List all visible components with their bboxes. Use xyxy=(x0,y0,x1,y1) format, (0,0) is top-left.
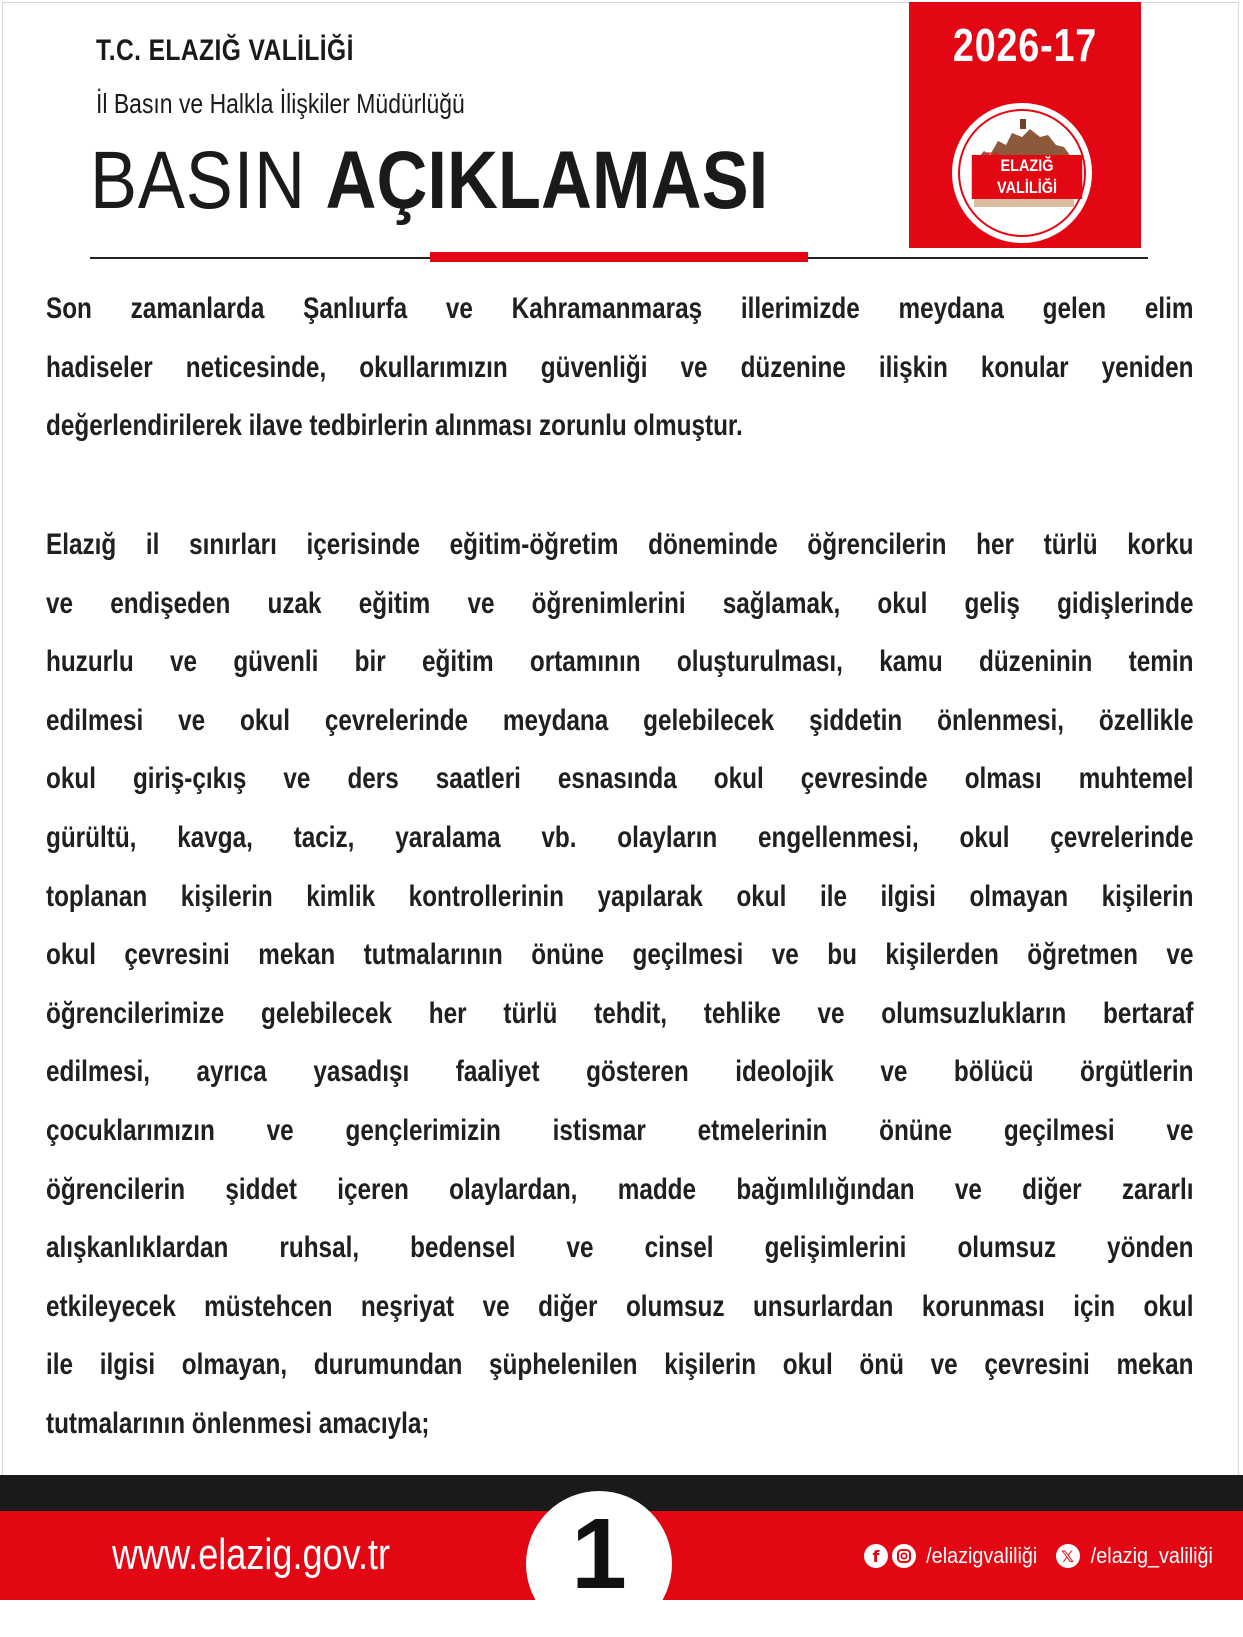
document-title xyxy=(90,135,769,226)
paragraph-line: öğrencilerimize gelebilecek her türlü tehdit, tehlike ve olumsuzlukların bertaraf xyxy=(46,996,1194,1030)
page-number-circle xyxy=(526,1491,672,1637)
paragraph-line: toplanan kişilerin kimlik kontrollerinin yapılarak okul ile ilgisi olmayan kişilerin xyxy=(46,879,1194,913)
paragraph-line: edilmesi, ayrıca yasadışı faaliyet gösteren ideolojik ve bölücü örgütlerin xyxy=(46,1055,1194,1089)
x-icon[interactable]: 𝕏 xyxy=(1056,1544,1080,1568)
paragraph-line: tutmalarının önlenmesi amacıyla; xyxy=(46,1406,430,1440)
paragraph-line: okul giriş-çıkış ve ders saatleri esnasında okul çevresinde olması muhtemel xyxy=(46,762,1194,796)
paragraph-line: gürültü, kavga, taciz, yaralama vb. olayların engellenmesi, okul çevrelerinde xyxy=(46,820,1194,854)
facebook-icon[interactable]: f xyxy=(864,1544,888,1568)
social-links xyxy=(864,1538,1227,1574)
document-title-bold: AÇIKLAMASI xyxy=(325,135,769,226)
x-handle[interactable]: /elazig_valiliği xyxy=(1090,1543,1213,1568)
paragraph-line: çocuklarımızın ve gençlerimizin istismar etmelerinin önüne geçilmesi ve xyxy=(46,1113,1194,1147)
paragraph-1 xyxy=(46,280,1194,456)
paragraph-line: etkileyecek müstehcen neşriyat ve diğer olumsuz unsurlardan korunması için okul xyxy=(46,1289,1194,1323)
paragraph-line: edilmesi ve okul çevrelerinde meydana gelebilecek şiddetin önlenmesi, özellikle xyxy=(46,703,1194,737)
page-number: 1 xyxy=(571,1498,627,1610)
website-link[interactable]: www.elazig.gov.tr xyxy=(112,1530,391,1579)
document-number-badge xyxy=(909,2,1141,248)
document-title-thin: BASIN xyxy=(90,135,306,226)
paragraph-line: okul çevresini mekan tutmalarının önüne geçilmesi ve bu kişilerden öğretmen ve xyxy=(46,938,1194,972)
header-accent-bar xyxy=(430,252,808,262)
paragraph-line: hadiseler neticesinde, okullarımızın güvenliği ve düzenine ilişkin konular yeniden xyxy=(46,350,1194,384)
department-name: İl Basın ve Halkla İlişkiler Müdürlüğü xyxy=(96,88,465,119)
document-number: 2026-17 xyxy=(952,19,1098,71)
paragraph-line: huzurlu ve güvenli bir eğitim ortamının oluşturulması, kamu düzeninin temin xyxy=(46,645,1194,679)
paragraph-line: ile ilgisi olmayan, durumundan şüphelenilen kişilerin okul önü ve çevresini mekan xyxy=(46,1348,1194,1382)
paragraph-2 xyxy=(46,516,1194,1454)
facebook-instagram-handle[interactable]: /elazigvaliliği xyxy=(926,1543,1038,1568)
instagram-icon[interactable] xyxy=(892,1544,916,1568)
paragraph-line: alışkanlıklardan ruhsal, bedensel ve cinsel gelişimlerini olumsuz yönden xyxy=(46,1231,1194,1265)
paragraph-line: değerlendirilerek ilave tedbirlerin alınması zorunlu olmuştur. xyxy=(46,409,743,443)
seal-label: ELAZIĞ VALİLİĞİ xyxy=(972,155,1083,199)
paragraph-line: ve endişeden uzak eğitim ve öğrenimlerini sağlamak, okul geliş gidişlerinde xyxy=(46,586,1194,620)
paragraph-line: Elazığ il sınırları içerisinde eğitim-öğretim döneminde öğrencilerin her türlü korku xyxy=(46,528,1194,561)
governorship-seal xyxy=(947,98,1097,248)
organization-name: T.C. ELAZIĞ VALİLİĞİ xyxy=(96,34,354,67)
paragraph-line: öğrencilerin şiddet içeren olaylardan, madde bağımlılığından ve diğer zararlı xyxy=(46,1172,1194,1206)
paragraph-line: Son zamanlarda Şanlıurfa ve Kahramanmaraş illerimizde meydana gelen elim xyxy=(46,292,1194,325)
